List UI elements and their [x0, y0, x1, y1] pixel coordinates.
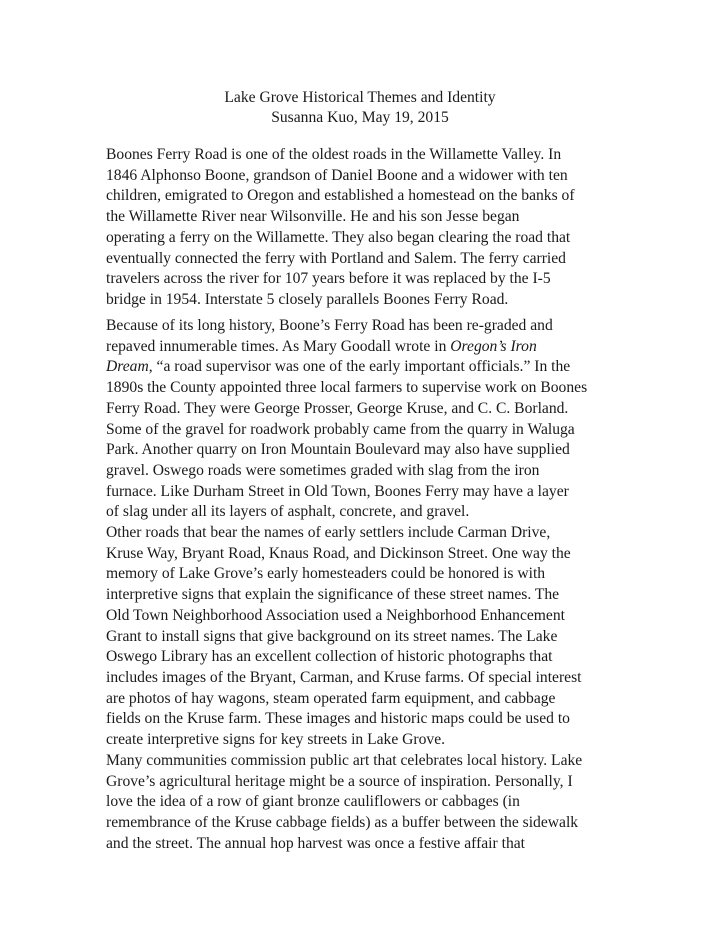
text-line: Grant to install signs that give background on its street names. The Lake [106, 627, 558, 645]
text-line: gravel. Oswego roads were sometimes graded with slag from the iron [106, 461, 540, 479]
text-line [106, 357, 626, 378]
paragraph-3 [106, 523, 626, 751]
text-line: love the idea of a row of giant bronze cauliflowers or cabbages (in [106, 793, 520, 811]
text-run: , “a road supervisor was one of the early important officials.” In the [148, 358, 571, 376]
text-line: fields on the Kruse farm. These images and historic maps could be used to [106, 710, 570, 728]
text-line: Because of its long history, Boone’s Ferry Road has been re-graded and [106, 317, 553, 334]
text-line: Park. Another quarry on Iron Mountain Boulevard may also have supplied [106, 441, 570, 459]
text-line: Ferry Road. They were George Prosser, George Kruse, and C. C. Borland. [106, 399, 569, 417]
text-line: eventually connected the ferry with Portland and Salem. The ferry carried [106, 249, 566, 267]
text-run: repaved innumerable times. As Mary Goodall wrote in [106, 337, 451, 355]
document-title: Lake Grove Historical Themes and Identity [224, 89, 496, 106]
text-line: of slag under all its layers of asphalt, concrete, and gravel. [106, 503, 470, 521]
book-title-italic: Dream [106, 358, 149, 376]
text-line: remembrance of the Kruse cabbage fields) as a buffer between the sidewalk [106, 814, 579, 832]
text-line: Some of the gravel for roadwork probably came from the quarry in Waluga [106, 420, 575, 438]
paragraph-1 [106, 145, 626, 311]
text-line: 1890s the County appointed three local farmers to supervise work on Boones [106, 379, 588, 397]
text-line: are photos of hay wagons, steam operated farm equipment, and cabbage [106, 689, 556, 707]
document-byline: Susanna Kuo, May 19, 2015 [271, 109, 449, 126]
paragraph-4 [106, 751, 626, 855]
text-line: Other roads that bear the names of early settlers include Carman Drive, [106, 524, 551, 541]
text-line: children, emigrated to Oregon and established a homestead on the banks of [106, 187, 575, 205]
text-line: the Willamette River near Wilsonville. He and his son Jesse began [106, 208, 520, 226]
text-line: travelers across the river for 107 years before it was replaced by the I-5 [106, 270, 551, 288]
text-line: Grove’s agricultural heritage might be a source of inspiration. Personally, I [106, 772, 573, 790]
text-line: memory of Lake Grove’s early homesteaders could be honored is with [106, 565, 546, 583]
paragraph-2 [106, 316, 626, 523]
text-line: and the street. The annual hop harvest was once a festive affair that [106, 834, 525, 852]
text-line: Old Town Neighborhood Association used a Neighborhood Enhancement [106, 606, 565, 624]
text-line: furnace. Like Durham Street in Old Town, Boones Ferry may have a layer [106, 482, 569, 500]
text-line: 1846 Alphonso Boone, grandson of Daniel Boone and a widower with ten [106, 166, 568, 184]
text-line: bridge in 1954. Interstate 5 closely parallels Boones Ferry Road. [106, 290, 509, 308]
text-line: interpretive signs that explain the significance of these street names. The [106, 586, 560, 604]
text-line: Kruse Way, Bryant Road, Knaus Road, and Dickinson Street. One way the [106, 544, 571, 562]
text-line: create interpretive signs for key streets in Lake Grove. [106, 731, 446, 749]
text-line: Many communities commission public art that celebrates local history. Lake [106, 752, 583, 769]
text-line: includes images of the Bryant, Carman, and Kruse farms. Of special interest [106, 668, 582, 686]
book-title-italic: Oregon’s Iron [450, 337, 537, 355]
document-header [0, 88, 720, 128]
text-line: Boones Ferry Road is one of the oldest roads in the Willamette Valley. In [106, 146, 562, 163]
text-line: Oswego Library has an excellent collection of historic photographs that [106, 648, 553, 666]
text-line: operating a ferry on the Willamette. They also began clearing the road that [106, 228, 571, 246]
text-line [106, 337, 626, 358]
